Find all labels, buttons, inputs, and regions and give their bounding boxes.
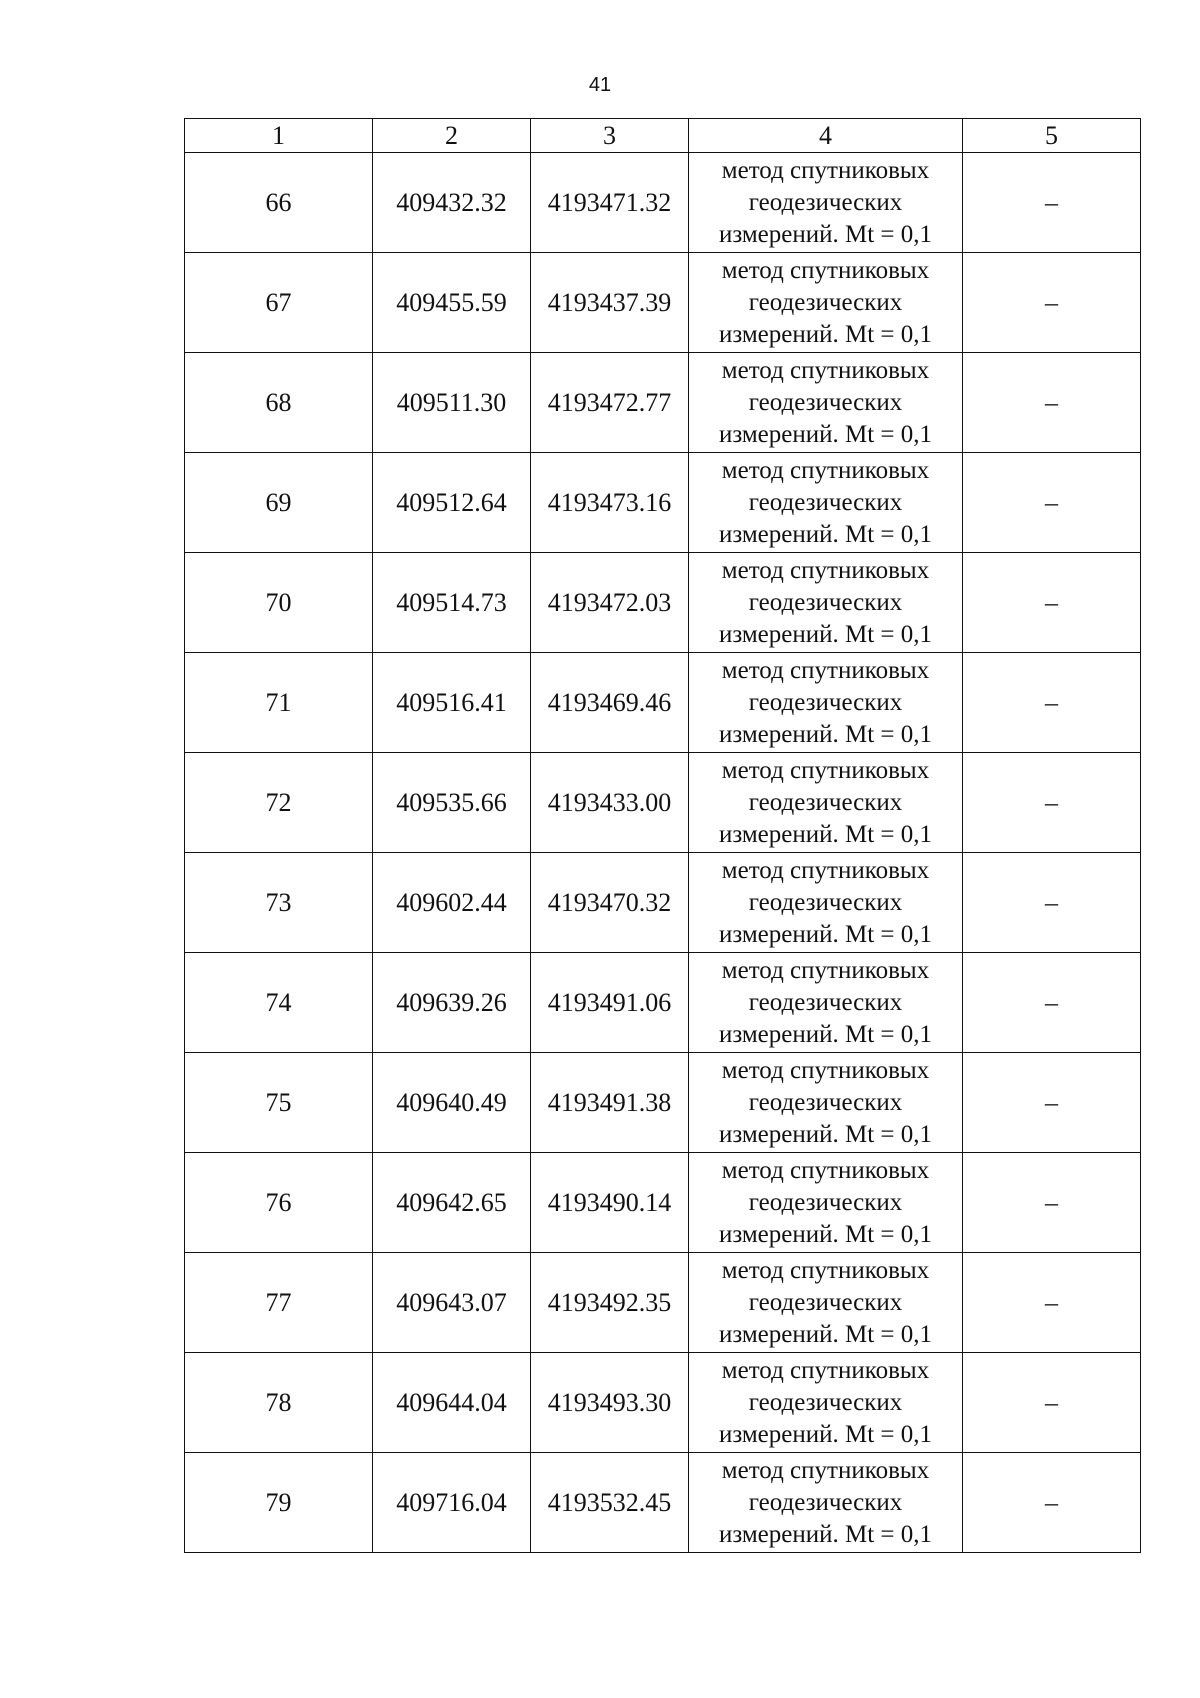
table-row [185,1153,1141,1253]
x-coordinate-cell: 409535.66 [373,753,531,853]
method-line: измерений. Mt = 0,1 [718,220,933,248]
x-coordinate-cell: 409644.04 [373,1353,531,1453]
x-coordinate-cell: 409640.49 [373,1053,531,1153]
table-row [185,153,1141,253]
method-line: измерений. Mt = 0,1 [718,1220,933,1248]
x-coordinate-cell: 409512.64 [373,453,531,553]
method-cell [689,153,963,253]
y-coordinate-cell: 4193437.39 [531,253,689,353]
method-line: геодезических [748,1388,903,1416]
table-body [185,153,1141,1553]
y-coordinate-cell: 4193470.32 [531,853,689,953]
point-number-cell: 66 [185,153,373,253]
table-row [185,1353,1141,1453]
table-row [185,953,1141,1053]
method-line: метод спутниковых [721,956,930,984]
method-line: измерений. Mt = 0,1 [718,1520,933,1548]
point-number-cell: 72 [185,753,373,853]
y-coordinate-cell: 4193473.16 [531,453,689,553]
x-coordinate-cell: 409514.73 [373,553,531,653]
method-line: геодезических [748,688,903,716]
point-number-cell: 70 [185,553,373,653]
method-line: метод спутниковых [721,1056,930,1084]
note-cell: – [963,253,1141,353]
y-coordinate-cell: 4193490.14 [531,1153,689,1253]
method-cell [689,1053,963,1153]
coordinates-table [184,118,1141,1553]
column-header-2: 2 [373,119,531,153]
point-number-cell: 71 [185,653,373,753]
note-cell: – [963,453,1141,553]
y-coordinate-cell: 4193469.46 [531,653,689,753]
point-number-cell: 77 [185,1253,373,1353]
method-line: измерений. Mt = 0,1 [718,420,933,448]
point-number-cell: 69 [185,453,373,553]
table-row [185,253,1141,353]
method-line: измерений. Mt = 0,1 [718,620,933,648]
y-coordinate-cell: 4193493.30 [531,1353,689,1453]
point-number-cell: 75 [185,1053,373,1153]
method-line: измерений. Mt = 0,1 [718,1420,933,1448]
note-cell: – [963,953,1141,1053]
method-line: метод спутниковых [721,1356,930,1384]
method-cell [689,953,963,1053]
method-cell [689,253,963,353]
method-line: метод спутниковых [721,356,930,384]
x-coordinate-cell: 409716.04 [373,1453,531,1553]
method-line: геодезических [748,1288,903,1316]
method-cell [689,853,963,953]
table-row [185,353,1141,453]
method-cell [689,1253,963,1353]
method-line: измерений. Mt = 0,1 [718,1320,933,1348]
method-cell [689,653,963,753]
table-row [185,753,1141,853]
x-coordinate-cell: 409643.07 [373,1253,531,1353]
note-cell: – [963,1153,1141,1253]
method-line: геодезических [748,588,903,616]
note-cell: – [963,1453,1141,1553]
point-number-cell: 74 [185,953,373,1053]
method-line: метод спутниковых [721,456,930,484]
method-line: геодезических [748,888,903,916]
note-cell: – [963,653,1141,753]
x-coordinate-cell: 409455.59 [373,253,531,353]
method-line: измерений. Mt = 0,1 [718,320,933,348]
point-number-cell: 73 [185,853,373,953]
note-cell: – [963,553,1141,653]
method-cell [689,753,963,853]
table-row [185,853,1141,953]
method-line: геодезических [748,388,903,416]
method-cell [689,453,963,553]
method-cell [689,353,963,453]
y-coordinate-cell: 4193472.03 [531,553,689,653]
y-coordinate-cell: 4193491.38 [531,1053,689,1153]
method-line: метод спутниковых [721,556,930,584]
point-number-cell: 76 [185,1153,373,1253]
method-line: геодезических [748,1088,903,1116]
note-cell: – [963,353,1141,453]
y-coordinate-cell: 4193491.06 [531,953,689,1053]
y-coordinate-cell: 4193433.00 [531,753,689,853]
method-line: геодезических [748,488,903,516]
method-cell [689,553,963,653]
method-line: геодезических [748,1488,903,1516]
point-number-cell: 79 [185,1453,373,1553]
y-coordinate-cell: 4193532.45 [531,1453,689,1553]
method-line: метод спутниковых [721,1256,930,1284]
x-coordinate-cell: 409511.30 [373,353,531,453]
point-number-cell: 68 [185,353,373,453]
method-line: измерений. Mt = 0,1 [718,520,933,548]
method-line: метод спутниковых [721,1156,930,1184]
method-line: измерений. Mt = 0,1 [718,1020,933,1048]
column-header-4: 4 [689,119,963,153]
method-line: метод спутниковых [721,756,930,784]
method-line: метод спутниковых [721,1456,930,1484]
note-cell: – [963,1053,1141,1153]
x-coordinate-cell: 409516.41 [373,653,531,753]
method-line: измерений. Mt = 0,1 [718,1120,933,1148]
method-line: измерений. Mt = 0,1 [718,720,933,748]
point-number-cell: 78 [185,1353,373,1453]
y-coordinate-cell: 4193472.77 [531,353,689,453]
method-line: метод спутниковых [721,656,930,684]
method-line: метод спутниковых [721,156,930,184]
x-coordinate-cell: 409642.65 [373,1153,531,1253]
table-row [185,1453,1141,1553]
table-row [185,653,1141,753]
table-row [185,453,1141,553]
method-cell [689,1353,963,1453]
x-coordinate-cell: 409432.32 [373,153,531,253]
method-line: метод спутниковых [721,256,930,284]
column-header-3: 3 [531,119,689,153]
method-line: геодезических [748,988,903,1016]
table-row [185,553,1141,653]
note-cell: – [963,1353,1141,1453]
method-cell [689,1453,963,1553]
x-coordinate-cell: 409602.44 [373,853,531,953]
method-line: измерений. Mt = 0,1 [718,820,933,848]
table-row [185,1253,1141,1353]
method-line: геодезических [748,288,903,316]
x-coordinate-cell: 409639.26 [373,953,531,1053]
column-header-5: 5 [963,119,1141,153]
note-cell: – [963,1253,1141,1353]
method-line: метод спутниковых [721,856,930,884]
method-cell [689,1153,963,1253]
page-number: 41 [588,74,612,96]
method-line: геодезических [748,1188,903,1216]
method-line: геодезических [748,188,903,216]
header-row [185,119,1141,153]
point-number-cell: 67 [185,253,373,353]
note-cell: – [963,153,1141,253]
y-coordinate-cell: 4193492.35 [531,1253,689,1353]
column-header-1: 1 [185,119,373,153]
method-line: геодезических [748,788,903,816]
method-line: измерений. Mt = 0,1 [718,920,933,948]
table-row [185,1053,1141,1153]
note-cell: – [963,753,1141,853]
y-coordinate-cell: 4193471.32 [531,153,689,253]
note-cell: – [963,853,1141,953]
